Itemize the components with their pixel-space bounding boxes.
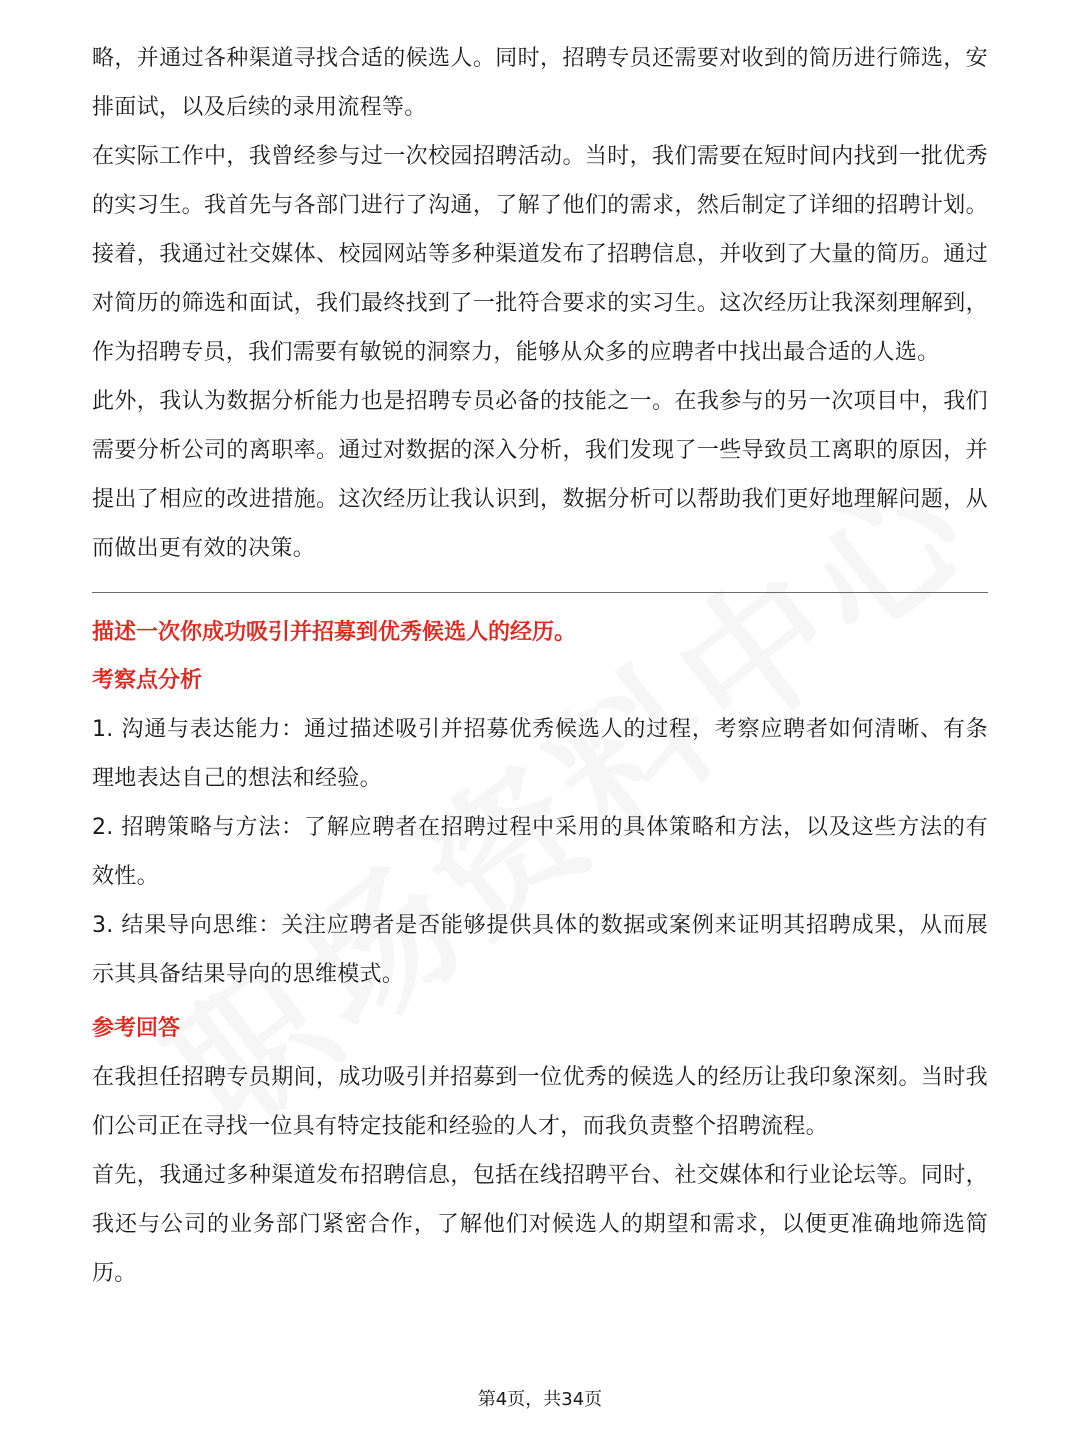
body-paragraph: 略，并通过各种渠道寻找合适的候选人。同时，招聘专员还需要对收到的简历进行筛选，安排面试，以及后续的录用流程等。 <box>92 46 988 120</box>
analysis-item: 3. 结果导向思维：关注应聘者是否能够提供具体的数据或案例来证明其招聘成果，从而展示其具备结果导向的思维模式。 <box>92 913 988 987</box>
analysis-item: 1. 沟通与表达能力：通过描述吸引并招募优秀候选人的过程，考察应聘者如何清晰、有条理地表达自己的想法和经验。 <box>92 717 988 791</box>
analysis-item: 2. 招聘策略与方法：了解应聘者在招聘过程中采用的具体策略和方法，以及这些方法的有效性。 <box>92 815 988 889</box>
analysis-title: 考察点分析 <box>92 668 203 693</box>
answer-title: 参考回答 <box>92 1016 181 1041</box>
document-page <box>92 34 988 1298</box>
answer-paragraph: 在我担任招聘专员期间，成功吸引并招募到一位优秀的候选人的经历让我印象深刻。当时我们公司正在寻找一位具有特定技能和经验的人才，而我负责整个招聘流程。 <box>92 1065 988 1139</box>
body-paragraph: 此外，我认为数据分析能力也是招聘专员必备的技能之一。在我参与的另一次项目中，我们需要分析公司的离职率。通过对数据的深入分析，我们发现了一些导致员工离职的原因，并提出了相应的改进措施。这次经历让我认识到，数据分析可以帮助我们更好地理解问题，从而做出更有效的决策。 <box>92 389 988 561</box>
body-paragraph: 在实际工作中，我曾经参与过一次校园招聘活动。当时，我们需要在短时间内找到一批优秀的实习生。我首先与各部门进行了沟通，了解了他们的需求，然后制定了详细的招聘计划。接着，我通过社交媒体、校园网站等多种渠道发布了招聘信息，并收到了大量的简历。通过对简历的筛选和面试，我们最终找到了一批符合要求的实习生。这次经历让我深刻理解到，作为招聘专员，我们需要有敏锐的洞察力，能够从众多的应聘者中找出最合适的人选。 <box>92 144 988 365</box>
answer-paragraph: 首先，我通过多种渠道发布招聘信息，包括在线招聘平台、社交媒体和行业论坛等。同时，我还与公司的业务部门紧密合作，了解他们对候选人的期望和需求，以便更准确地筛选简历。 <box>92 1163 988 1286</box>
page-number-footer: 第4页，共34页 <box>477 1389 603 1410</box>
section-divider <box>92 592 988 593</box>
question-heading: 描述一次你成功吸引并招募到优秀候选人的经历。 <box>92 620 577 645</box>
